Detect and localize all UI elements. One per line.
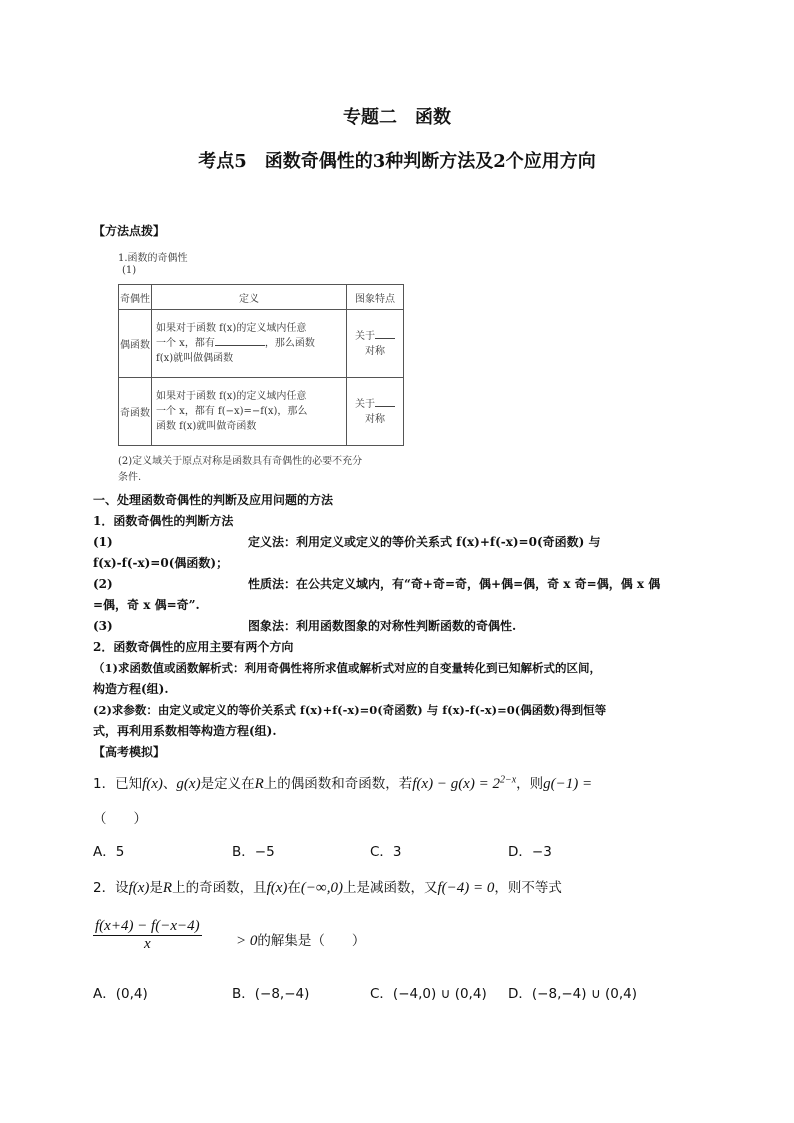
application2-cont: 式，再利用系数相等构造方程(组). <box>93 724 277 738</box>
row-even-def-line1: 如果对于函数 f(x)的定义域内任意 <box>156 323 307 334</box>
row-odd-def-line3: 函数 f(x)就叫做奇函数 <box>156 421 257 432</box>
fill-blank <box>215 336 265 346</box>
row-even-pic-line1: 关于 <box>351 329 399 344</box>
q1-t3: ，则 <box>516 776 544 792</box>
method-note-line1: (2)定义域关于原点对称是函数具有奇偶性的必要不充分 <box>118 456 363 467</box>
q1-ask: g(−1) = <box>543 776 593 792</box>
method1-label: (1) <box>93 535 113 549</box>
row-even-graph <box>347 310 404 378</box>
q2-fraction <box>93 918 202 953</box>
method-item1-sub: (1) <box>122 265 137 276</box>
q1-t2: 上的偶函数和奇函数，若 <box>263 776 413 792</box>
method-note-line2: 条件. <box>118 472 142 483</box>
q2-t3: 在 <box>287 880 301 896</box>
row-odd-definition <box>152 378 347 446</box>
table-header-graph: 图象特点 <box>347 285 404 310</box>
exam-heading: 【高考模拟】 <box>93 745 166 759</box>
row-odd-def-line1: 如果对于函数 f(x)的定义域内任意 <box>156 391 307 402</box>
question-2 <box>93 876 562 897</box>
question-1 <box>93 772 592 793</box>
q2-numerator: f(x+4) − f(−x−4) <box>95 918 200 934</box>
q1-number: 1．已知 <box>93 776 143 792</box>
row-even-def-line2 <box>156 336 342 351</box>
q1-option-a[interactable]: A．5 <box>93 844 125 860</box>
q1-f: f(x) <box>142 776 163 792</box>
q1-R: R <box>254 776 264 792</box>
application1: （1)求函数值或函数解析式：利用奇偶性将所求值或解析式对应的自变量转化到已知解析式的区间， <box>93 661 601 675</box>
q1-option-d[interactable]: D．−3 <box>508 844 552 860</box>
row-odd-def-line2: 一个 x，都有 f(−x)=−f(x)，那么 <box>156 406 308 417</box>
row-even-definition <box>152 310 347 378</box>
q2-option-b[interactable]: B．(−8,−4) <box>232 986 310 1002</box>
q2-option-d[interactable]: D．(−8,−4) ∪ (0,4) <box>508 986 637 1002</box>
method2-cont: =偶，奇 x 偶=奇”. <box>93 598 200 612</box>
q1-option-b[interactable]: B．−5 <box>232 844 275 860</box>
method1-cont: f(x)-f(-x)=0(偶函数)； <box>93 556 229 570</box>
q2-t2: 上的奇函数，且 <box>172 880 267 896</box>
row-odd-graph <box>347 378 404 446</box>
q2-f2: f(x) <box>266 880 288 896</box>
method3-label: (3) <box>93 619 113 633</box>
method2-text: 性质法：在公共定义域内，有“奇+奇=奇，偶+偶=偶，奇 x 奇=偶，偶 x 偶 <box>248 577 661 591</box>
fill-blank <box>375 397 395 407</box>
q2-t5: ，则不等式 <box>494 880 562 896</box>
q2-condition: f(−4) = 0 <box>437 880 495 896</box>
sub2-heading: 2．函数奇偶性的应用主要有两个方向 <box>93 640 294 654</box>
q1-equation: f(x) − g(x) = 2 <box>412 776 500 792</box>
row-even-def-line2a: 一个 x，都有 <box>156 338 215 349</box>
method1-text: 定义法：利用定义或定义的等价关系式 f(x)+f(-x)=0(奇函数) 与 <box>248 535 601 549</box>
q2-f: f(x) <box>128 880 150 896</box>
q2-number: 2．设 <box>93 880 129 896</box>
q2-interval: (−∞,0) <box>300 880 343 896</box>
row-even-def-line3: f(x)就叫做偶函数 <box>156 353 234 364</box>
q1-t1: 是定义在 <box>200 776 255 792</box>
q2-denominator: x <box>143 936 151 952</box>
sub1-heading: 1．函数奇偶性的判断方法 <box>93 514 234 528</box>
method-item1: 1.函数的奇偶性 <box>118 253 188 264</box>
q2-option-a[interactable]: A．(0,4) <box>93 986 148 1002</box>
q2-t1: 是 <box>149 880 163 896</box>
q1-option-c[interactable]: C．3 <box>370 844 402 860</box>
method-heading: 【方法点拨】 <box>93 224 166 238</box>
application1-cont: 构造方程(组). <box>93 682 169 696</box>
method3-text: 图象法：利用函数图象的对称性判断函数的奇偶性. <box>248 619 517 633</box>
row-odd-name: 奇函数 <box>119 378 152 446</box>
table-header-definition: 定义 <box>152 285 347 310</box>
q1-g: g(x) <box>176 776 201 792</box>
row-even-def-line2b: ，那么函数 <box>264 338 315 349</box>
page-subtitle: 考点5 函数奇偶性的3种判断方法及2个应用方向 <box>198 151 596 172</box>
q1-paren: （ ） <box>93 811 147 827</box>
row-even-pic-line2: 对称 <box>365 345 385 357</box>
q1-exponent: 2−x <box>499 774 517 786</box>
row-odd-pic-line1: 关于 <box>351 397 399 412</box>
q2-R: R <box>162 880 173 896</box>
row-even-name: 偶函数 <box>119 310 152 378</box>
page-title: 专题二 函数 <box>343 107 451 128</box>
q2-inequality-tail <box>236 929 365 950</box>
row-odd-pic-line2: 对称 <box>365 413 385 425</box>
q1-sep: 、 <box>162 776 177 792</box>
method2-label: (2) <box>93 577 113 591</box>
q2-t4: 上是减函数，又 <box>342 880 438 896</box>
parity-definition-table <box>118 284 404 446</box>
part1-heading: 一、处理函数奇偶性的判断及应用问题的方法 <box>93 493 334 507</box>
q2-option-c[interactable]: C．(−4,0) ∪ (0,4) <box>370 986 487 1002</box>
q2-gt: > 0 <box>236 933 258 949</box>
fill-blank <box>375 329 395 339</box>
application2: (2)求参数：由定义或定义的等价关系式 f(x)+f(-x)=0(奇函数) 与 f(x)-f(-x)=0(偶函数)得到恒等 <box>93 703 607 717</box>
q2-t6: 的解集是（ ） <box>257 933 366 949</box>
table-header-parity: 奇偶性 <box>119 285 152 310</box>
